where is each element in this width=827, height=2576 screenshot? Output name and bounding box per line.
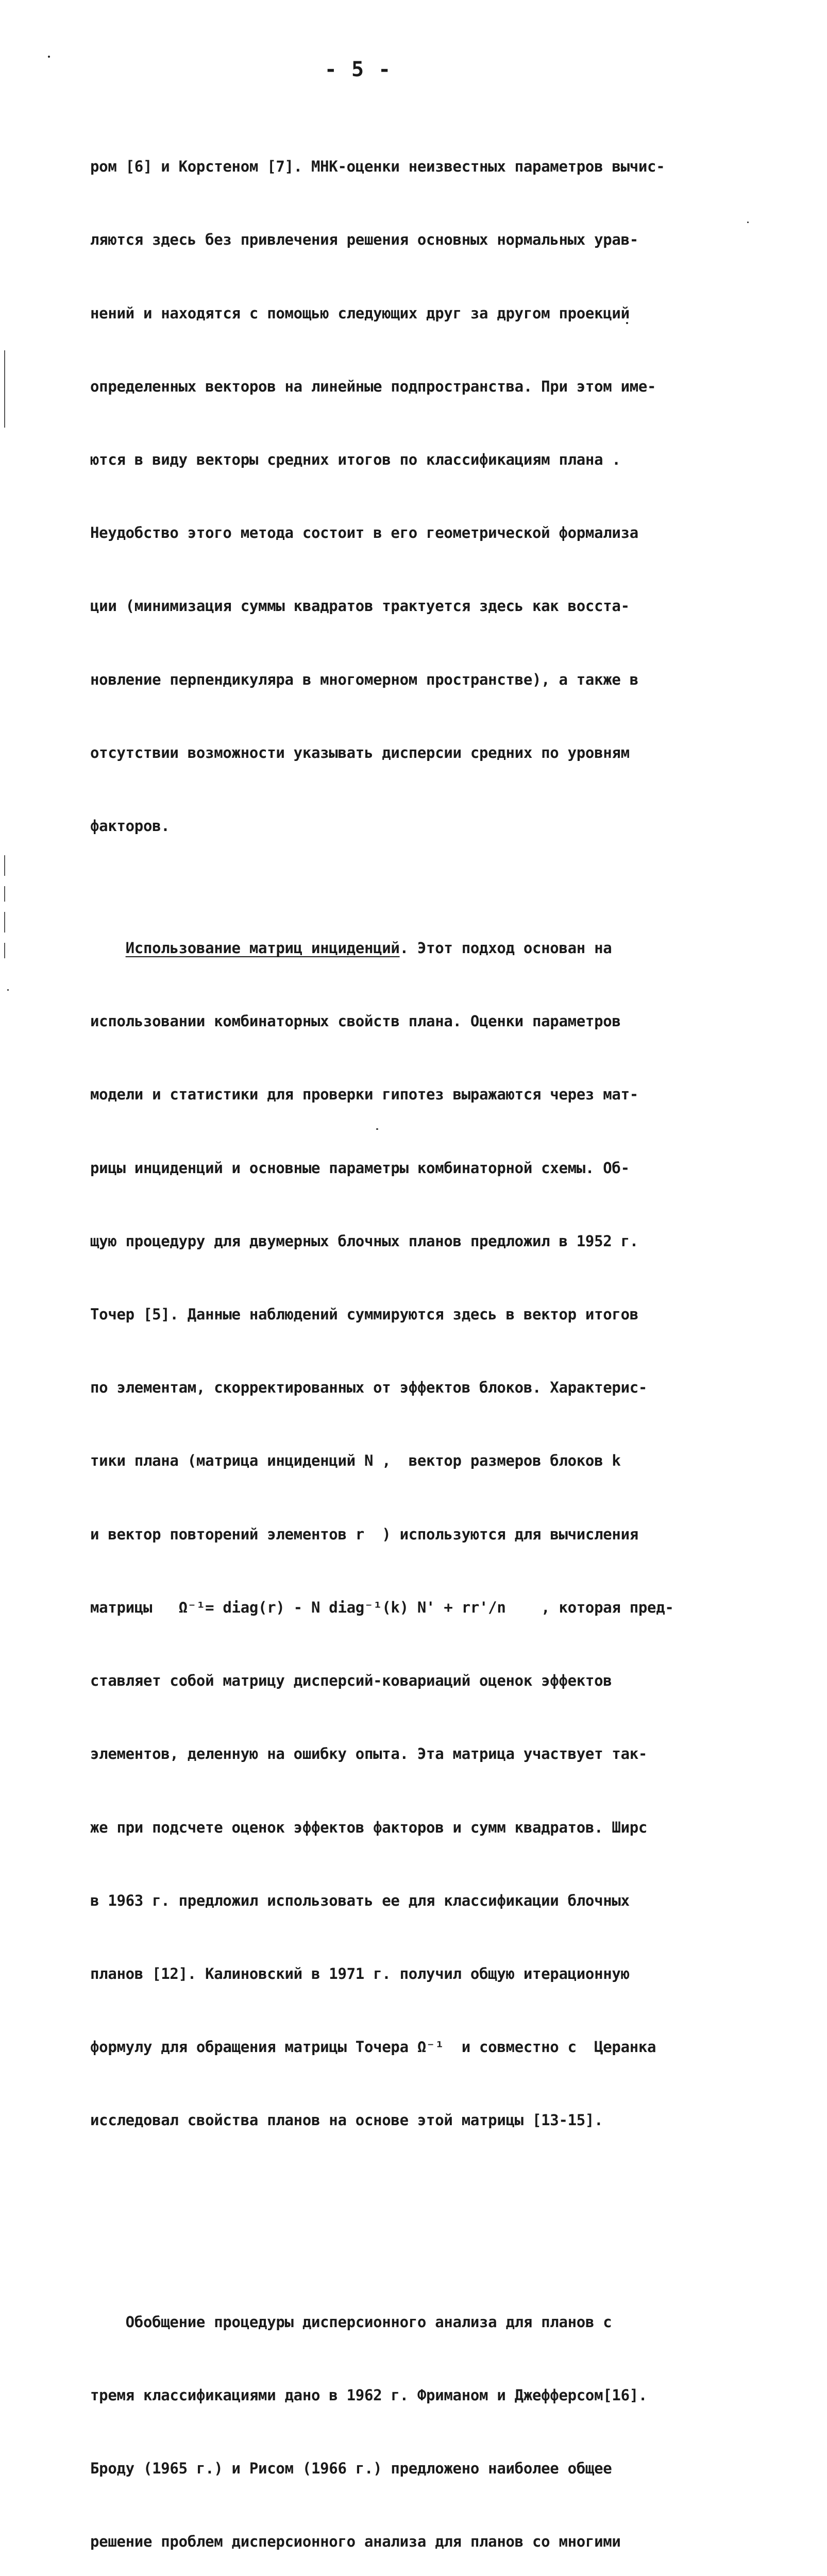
scan-speck: [376, 1128, 378, 1130]
scan-margin-mark: [4, 350, 5, 428]
scan-margin-mark: [4, 943, 5, 958]
body-text: [90, 81, 742, 2576]
text-line: рицы инциденций и основные параметры комбинаторной схемы. Об-: [90, 1159, 630, 1177]
text-line: нений и находятся с помощью следующих друг за другом проекций: [90, 304, 630, 322]
scan-speck: [626, 322, 628, 324]
text-line: формулу для обращения матрицы Точера Ω⁻¹ и совместно с Церанка: [90, 2038, 656, 2056]
text-line: исследовал свойства планов на основе этой матрицы [13-15].: [90, 2111, 603, 2129]
text-line: Броду (1965 г.) и Рисом (1966 г.) предложено наиболее общее: [90, 2459, 612, 2477]
scan-speck: [7, 989, 9, 991]
text-line: решение проблем дисперсионного анализа для планов со многими: [90, 2533, 621, 2551]
text-line: отсутствии возможности указывать дисперсии средних по уровням: [90, 743, 630, 761]
text-line: новление перпендикуляра в многомерном пространстве), а также в: [90, 670, 638, 688]
page-number: - 5 -: [324, 58, 392, 81]
scan-margin-mark: [4, 855, 5, 876]
scan-margin-mark: [4, 912, 5, 933]
scan-speck: [747, 222, 749, 223]
text-line: Неудобство этого метода состоит в его геометрической формализа: [90, 524, 638, 542]
text-line: Обобщение процедуры дисперсионного анализа для планов с: [90, 2313, 612, 2331]
text-line: ром [6] и Корстеном [7]. МНК-оценки неизвестных параметров вычис-: [90, 158, 665, 176]
text-line: ются в виду векторы средних итогов по классификациям плана .: [90, 451, 621, 469]
text-line: и вектор повторений элементов r ) используются для вычисления: [90, 1525, 638, 1543]
text-line: элементов, деленную на ошибку опыта. Эта матрица участвует так-: [90, 1745, 648, 1763]
text-line: щую процедуру для двумерных блочных планов предложил в 1952 г.: [90, 1232, 638, 1250]
section-heading-line: [90, 936, 742, 960]
text-line: же при подсчете оценок эффектов факторов и сумм квадратов. Ширс: [90, 1818, 648, 1836]
text-line: ции (минимизация суммы квадратов трактуется здесь как восста-: [90, 597, 630, 615]
text-line: по элементам, скорректированных от эффектов блоков. Характерис-: [90, 1379, 648, 1397]
text-line: ляются здесь без привлечения решения основных нормальных урав-: [90, 231, 638, 249]
text-line: Точер [5]. Данные наблюдений суммируются здесь в вектор итогов: [90, 1306, 638, 1324]
heading-continuation: . Этот подход основан на: [399, 939, 612, 957]
section-heading: Использование матриц инциденций: [125, 939, 400, 957]
scan-speck: [48, 56, 50, 58]
text-line: ставляет собой матрицу дисперсий-ковариаций оценок эффектов: [90, 1672, 612, 1690]
text-line: модели и статистики для проверки гипотез выражаются через мат-: [90, 1086, 638, 1104]
paragraph-gap: [90, 2206, 742, 2212]
text-line: использовании комбинаторных свойств плана. Оценки параметров: [90, 1012, 621, 1030]
text-line: определенных векторов на линейные подпространства. При этом име-: [90, 377, 656, 395]
scan-margin-mark: [4, 886, 5, 902]
text-line: тремя классификациями дано в 1962 г. Фриманом и Джефферсом[16].: [90, 2386, 648, 2404]
text-line: в 1963 г. предложил использовать ее для классификации блочных: [90, 1891, 630, 1909]
text-line: планов [12]. Калиновский в 1971 г. получил общую итерационную: [90, 1964, 630, 1982]
text-line: факторов.: [90, 817, 170, 835]
formula-line: матрицы Ω⁻¹= diag(r) - N diag⁻¹(k) N' + rr'/n , которая пред-: [90, 1598, 674, 1616]
text-line: тики плана (матрица инциденций N , вектор размеров блоков k: [90, 1452, 621, 1470]
